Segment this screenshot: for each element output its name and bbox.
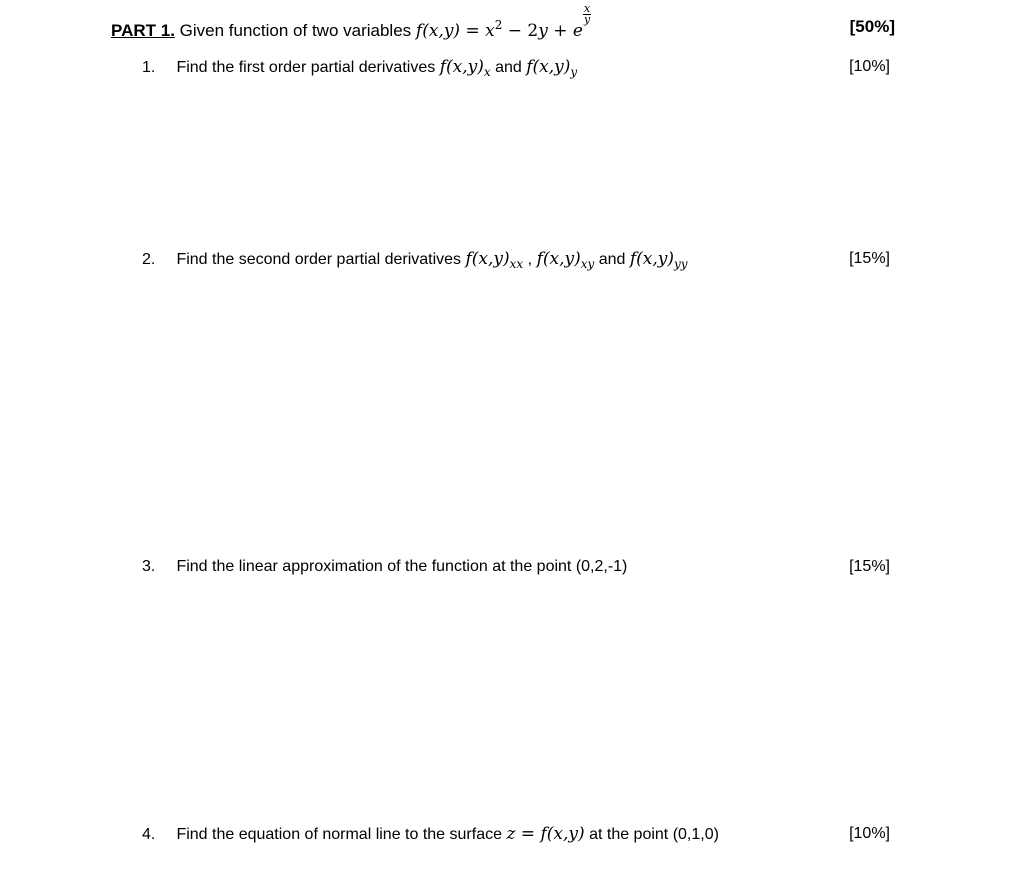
part-label: PART 1. <box>111 21 175 40</box>
question-4-mark: [10%] <box>849 825 890 842</box>
question-2-mark: [15%] <box>849 250 890 267</box>
second-partial-yy: $f(x,y)_{yy}$ <box>629 249 688 271</box>
question-number: 4. <box>142 826 156 843</box>
surface-equation: z = f(x,y) <box>506 824 585 844</box>
question-separator: , <box>527 251 533 268</box>
question-text: Find the equation of normal line to the surface <box>176 826 502 843</box>
question-1-mark: [10%] <box>849 58 890 75</box>
first-partial-y: $f(x,y)_y$ <box>526 57 578 79</box>
question-tail: at the point (0,1,0) <box>589 826 719 843</box>
question-connector: and <box>598 251 626 268</box>
question-3-mark: [15%] <box>849 558 890 575</box>
question-1 <box>142 57 577 78</box>
function-definition: $f(x,y) = x^2 - 2y + e$ $\frac{x}{y}$ <box>415 2 591 41</box>
question-connector: and <box>495 59 522 76</box>
question-number: 1. <box>142 59 156 76</box>
question-text: Find the linear approximation of the function at the point (0,2,-1) <box>176 558 628 575</box>
first-partial-x: $f(x,y)_x$ <box>439 57 491 79</box>
second-partial-xx: $f(x,y)_{xx}$ <box>465 249 524 271</box>
question-4 <box>142 824 719 845</box>
part-intro: Given function of two variables <box>179 21 412 40</box>
second-partial-xy: $f(x,y)_{xy}$ <box>536 249 595 271</box>
question-text: Find the first order partial derivatives <box>176 59 436 76</box>
question-number: 3. <box>142 558 156 575</box>
part-mark: [50%] <box>849 17 895 36</box>
question-2 <box>142 249 688 270</box>
exponent-fraction: $\frac{x}{y}$ <box>583 2 591 26</box>
question-number: 2. <box>142 251 156 268</box>
part-heading <box>111 2 591 42</box>
question-text: Find the second order partial derivatives <box>176 251 462 268</box>
question-3 <box>142 557 627 577</box>
